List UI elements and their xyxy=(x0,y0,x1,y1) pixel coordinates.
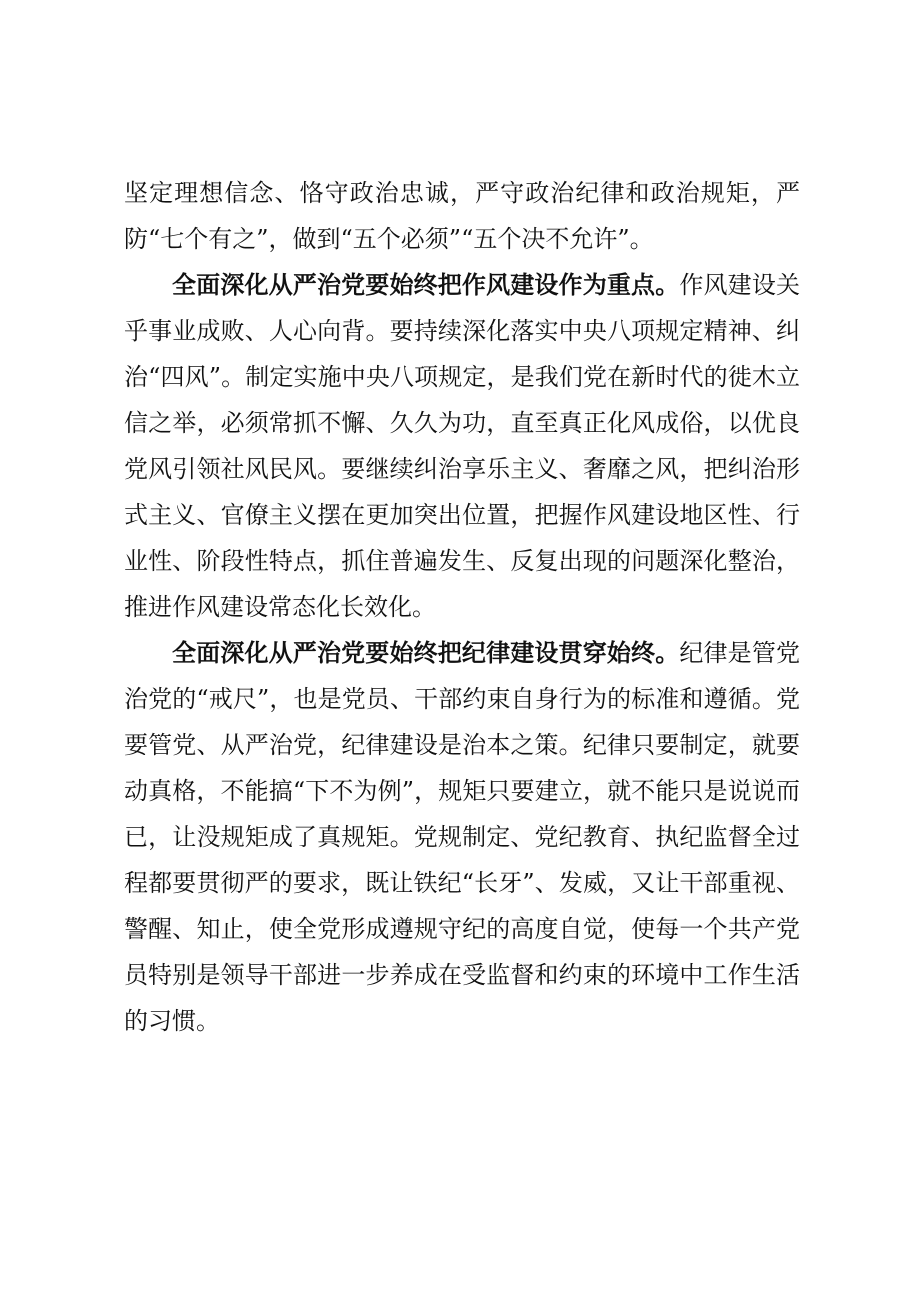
paragraph-lead-sentence: 全面深化从严治党要始终把纪律建设贯穿始终。 xyxy=(172,639,680,667)
paragraph-text: 作风建设关乎事业成败、人心向背。要持续深化落实中央八项规定精神、纠治“四风”。制定实施中央八项规定，是我们党在新时代的徙木立信之举，必须常抓不懈、久久为功，直至真正化风成俗，以优良党风引领社风民风。要继续纠治享乐主义、奢靡之风，把纠治形式主义、官僚主义摆在更加突出位置，把握作风建设地区性、行业性、阶段性特点，抓住普遍发生、反复出现的问题深化整治，推进作风建设常态化长效化。 xyxy=(124,271,800,621)
paragraph-text: 纪律是管党治党的“戒尺”，也是党员、干部约束自身行为的标准和遵循。党要管党、从严治党，纪律建设是治本之策。纪律只要制定，就要动真格，不能搞“下不为例”，规矩只要建立，就不能只是说说而已，让没规矩成了真规矩。党规制定、党纪教育、执纪监督全过程都要贯彻严的要求，既让铁纪“长牙”、发威，又让干部重视、警醒、知止，使全党形成遵规守纪的高度自觉，使每一个共产党员特别是领导干部进一步养成在受监督和约束的环境中工作生活的习惯。 xyxy=(124,639,800,1035)
paragraph-lead-sentence: 全面深化从严治党要始终把作风建设作为重点。 xyxy=(172,271,680,299)
paragraph-text: 坚定理想信念、恪守政治忠诚，严守政治纪律和政治规矩，严防“七个有之”，做到“五个必须”“五个决不允许”。 xyxy=(124,179,800,253)
document-body xyxy=(124,170,800,1044)
paragraph-discipline xyxy=(124,630,800,1044)
paragraph-work-style xyxy=(124,262,800,630)
paragraph-continuation xyxy=(124,170,800,262)
